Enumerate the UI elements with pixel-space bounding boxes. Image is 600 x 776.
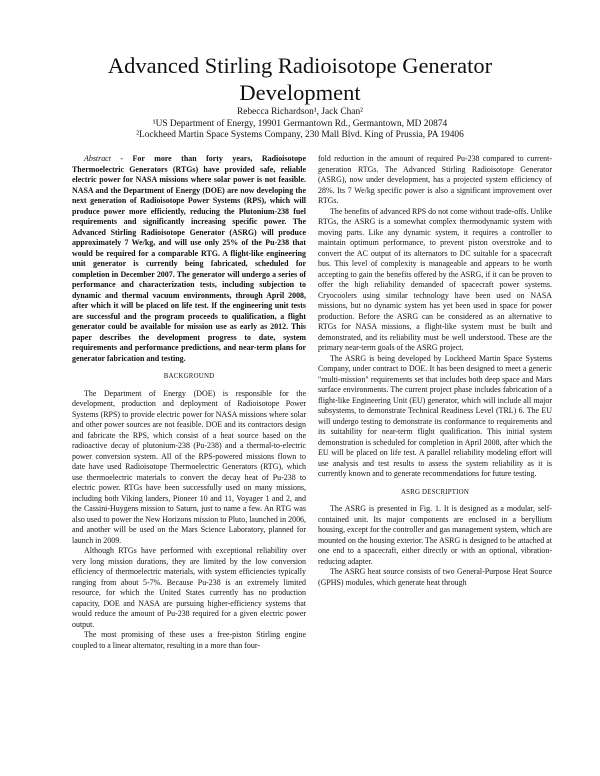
affiliation-1: ¹US Department of Energy, 19901 Germantown Rd., Germantown, MD 20874 <box>152 118 448 129</box>
body-paragraph: The most promising of these uses a free-piston Stirling engine coupled to a linear alternator, resulting in a more than four- <box>72 630 306 650</box>
paper-title: Advanced Stirling Radioisotope Generator Development <box>107 53 493 105</box>
section-heading-asrg-description: ASRG DESCRIPTION <box>400 488 470 496</box>
section-heading-background: BACKGROUND <box>163 373 215 380</box>
left-column <box>72 154 306 651</box>
body-paragraph: The ASRG heat source consists of two General-Purpose Heat Source (GPHS) modules, which generate heat through <box>318 567 552 587</box>
affiliation-2: ²Lockheed Martin Space Systems Company, 230 Mall Blvd. King of Prussia, PA 19406 <box>136 130 464 140</box>
abstract-text: For more than forty years, Radioisotope Thermoelectric Generators (RTGs) have provided safe, reliable electric power for NASA missions where solar power is not feasible. NASA and the Department of Energy (DOE) are now developing the next generation of Radioisotope Power Systems (RPS), which will produce power more efficiently, reducing the Plutonium-238 fuel requirements and significantly increasing specific power. The Advanced Stirling Radioisotope Generator (ASRG) will produce approximately 7 We/kg, and will use only 25% of the Pu-238 that would be required for a comparable RTG. A flight-like engineering unit generator is currently being fabricated, scheduled for completion in December 2007. The generator will undergo a series of performance and characterization tests, including subjection to dynamic and thermal vacuum environments, through April 2008, after which it will be placed on life test. If the engineering unit tests are successful and the program proceeds to qualification, a flight generator could be available for mission use as early as 2012. This paper describes the development progress to date, system requirements and performance predictions, and near-term plans for generator fabrication and testing. <box>72 154 306 363</box>
abstract <box>72 154 306 364</box>
body-paragraph-continued: fold reduction in the amount of required Pu-238 compared to current-generation RTGs. The Advanced Stirling Radioisotope Generator (ASRG), now under development, has a projected system efficiency of 28%. Its 7 We/kg specific power is also a significant improvement over RTGs. <box>318 154 552 205</box>
body-paragraph: The benefits of advanced RPS do not come without trade-offs. Unlike RTGs, the ASRG is a somewhat complex thermodynamic system with moving parts. Like any dynamic system, it requires a controller to maintain optimum performance, to prevent piston overstroke and to convert the AC output of its alternators to DC suitable for a spacecraft bus. This level of complexity is manageable and appears to be worth accepting to gain the benefits offered by the ASRG, if it can be proven to offer the high reliability demanded of spacecraft power systems. Cryocoolers using similar technology have been used on NASA missions, but no dynamic system has yet been used in space for power production. Before the ASRG can be considered as an alternative to RTGs for NASA missions, a flight-like system must be built and demonstrated, and its reliability must be well understood. These are the primary near-term goals of the ASRG project. <box>318 206 552 352</box>
body-paragraph: Although RTGs have performed with exceptional reliability over very long mission durations, they are limited by the low conversion efficiency of thermoelectric materials, with system efficiencies typically ranging from about 5-7%. Because Pu-238 is an extremely limited resource, for which the United States currently has no production capacity, DOE and NASA are pursuing higher-efficiency systems that would reduce the amount of Pu-238 required for a given electric power output. <box>72 546 306 629</box>
abstract-label: Abstract <box>84 154 111 163</box>
body-paragraph: The Department of Energy (DOE) is responsible for the development, production and deployment of Radioisotope Power Systems (RPS) to provide electric power for NASA missions where solar and other power sources are not feasible. DOE and its contractors design and fabricate the RPS, which consist of a heat source based on the radioactive decay of plutonium-238 (Pu-238) and a thermal-to-electric power conversion system. All of the RPS-powered missions flown to date have used Radioisotope Thermoelectric Generators (RTG), which use thermoelectric materials to convert the decay heat of Pu-238 to electric power. RTGs have been successfully used on many missions, including both Viking landers, Pioneer 10 and 11, Voyager 1 and 2, and the Cassini-Huygens mission to Saturn, just to name a few. An RTG was also used to power the New Horizons mission to Pluto, launched in 2006, and another will be used on the Mars Science Laboratory, planned for launch in 2009. <box>72 388 306 545</box>
abstract-dash: - <box>110 154 133 163</box>
author-block <box>60 107 540 142</box>
authors-line: Rebecca Richardson¹, Jack Chan² <box>237 107 363 117</box>
right-column <box>318 154 552 588</box>
body-paragraph: The ASRG is presented in Fig. 1. It is designed as a modular, self-contained unit. Its major components are enclosed in a beryllium housing, except for the controller and gas management system, which are mounted on the housing exterior. The ASRG is designed to be attached at one end to a spacecraft, either directly or with an optional, vibration-reducing adapter. <box>318 504 552 566</box>
body-paragraph: The ASRG is being developed by Lockheed Martin Space Systems Company, under contract to DOE. It has been designed to meet a generic "multi-mission" requirements set that includes both deep space and Mars surface environments. The current project phase includes fabrication of a flight-like Engineering Unit (EU) generator, which will include all major subsystems, to demonstrate Technical Readiness Level (TRL) 6. The EU will undergo testing to demonstrate its conformance to requirements and its suitability for near-term flight qualification. This initial system demonstration is scheduled for completion in April 2008, after which the EU will be placed on life test. A parallel reliability modeling effort will use analysis and test results to assess the system reliability as it is currently known and to generate recommendations for future testing. <box>318 353 552 478</box>
